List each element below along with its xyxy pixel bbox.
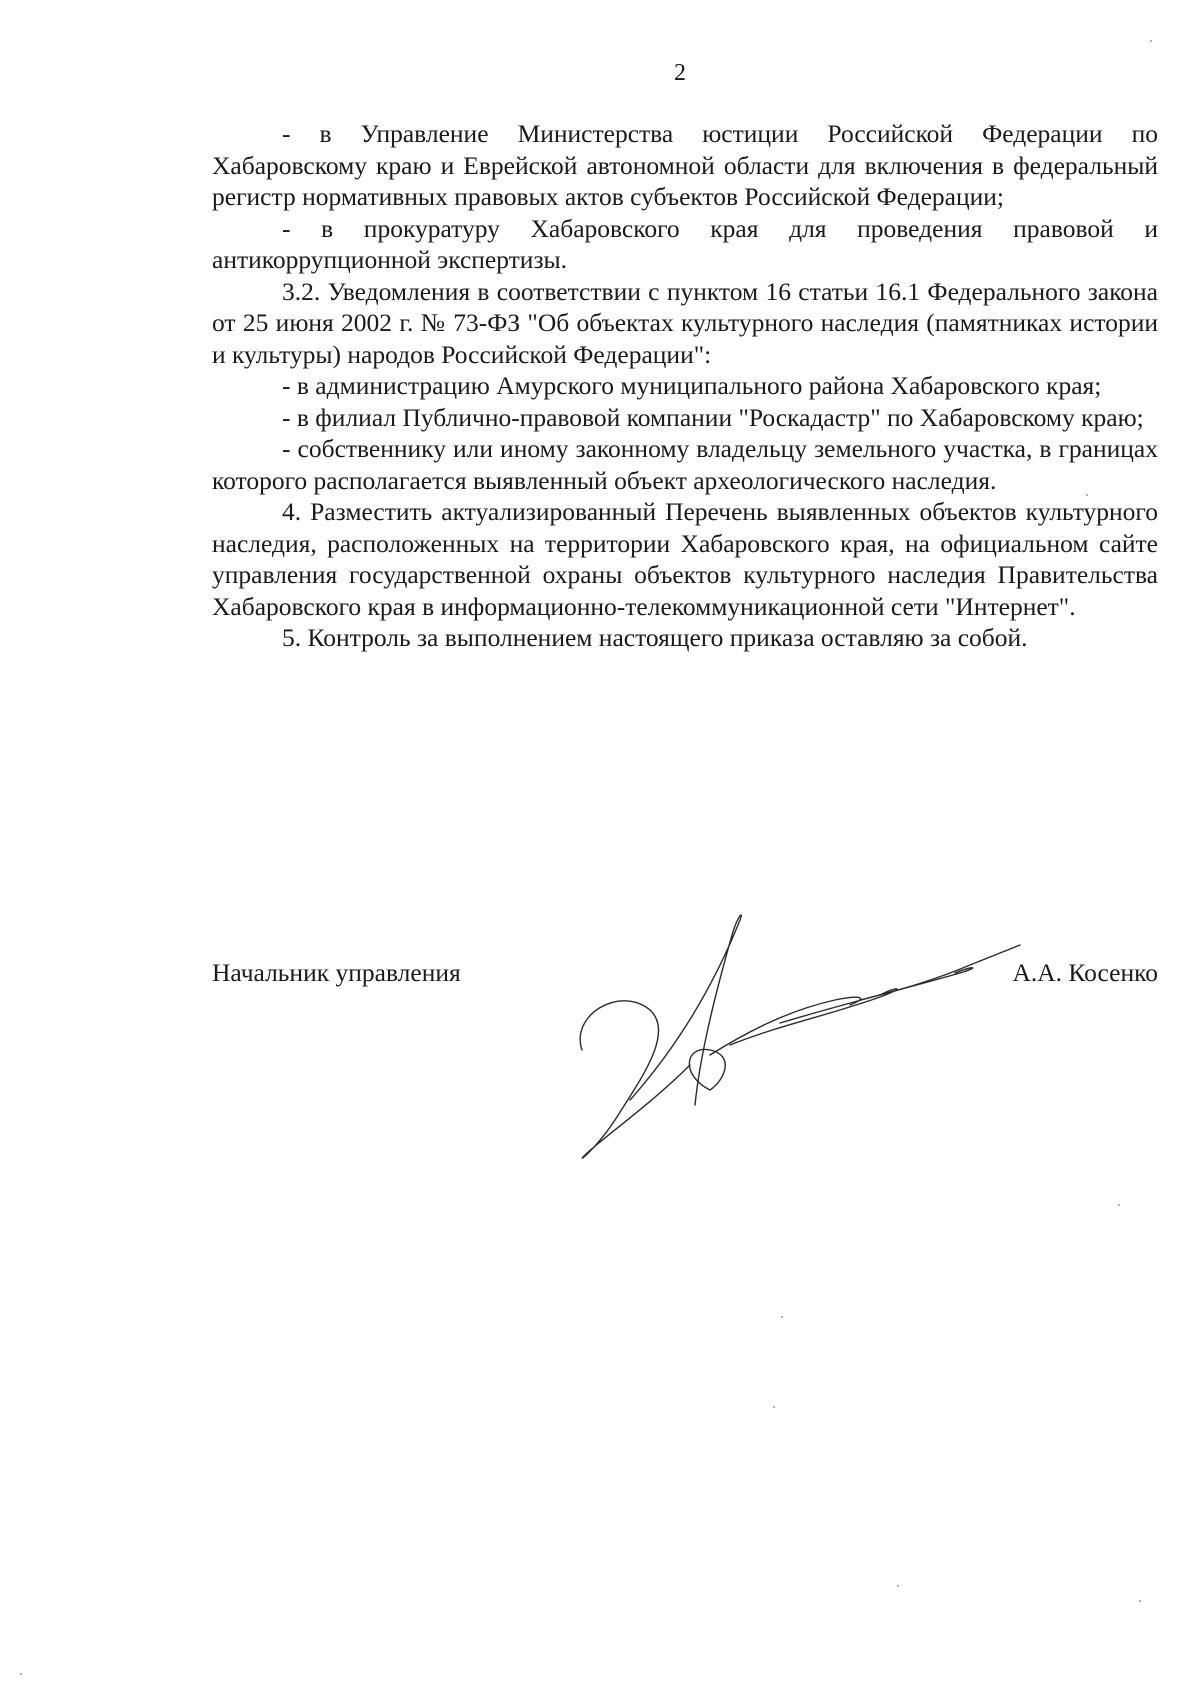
handwritten-signature [560,905,1060,1175]
paragraph-amur-district: - в администрацию Амурского муниципального района Хабаровского края; [282,371,1102,400]
page-number: 2 [674,60,686,86]
document-body [212,118,1158,654]
scan-speck [1118,1204,1120,1206]
signer-title: Начальник управления [212,958,461,987]
paragraph-land-owner: - собственнику или иному законному владельцу земельного участка, в границах которого располагается выявленный объект археологического наследия. [212,434,1158,495]
paragraph-roskadastr: - в филиал Публично-правовой компании "Роскадастр" по Хабаровскому краю; [282,402,1144,432]
scan-speck [773,1406,775,1408]
paragraph-ministry-of-justice: - в Управление Министерства юстиции Российской Федерации по Хабаровскому краю и Еврейской автономной области для включения в федеральный регистр нормативных правовых актов субъектов Российской Федерации; [212,119,1158,211]
paragraph-prosecutor: - в прокуратуру Хабаровского края для проведения правовой и антикоррупционной экспертизы. [212,213,1158,274]
paragraph-notifications: 3.2. Уведомления в соответствии с пунктом 16 статьи 16.1 Федерального закона от 25 июня 2002 г. № 73-ФЗ "Об объектах культурного наследия (памятниках истории и культуры) народов Российской Федерации": [212,276,1158,369]
scan-speck [897,1585,899,1587]
scan-speck [781,1316,783,1318]
scan-speck [1139,1600,1141,1602]
paragraph-control: 5. Контроль за выполнением настоящего приказа оставляю за собой. [282,623,1028,652]
scan-speck [1086,494,1088,496]
signer-name: А.А. Косенко [1012,958,1158,987]
scan-speck [1150,40,1152,42]
paragraph-publish-list: 4. Разместить актуализированный Перечень выявленных объектов культурного наследия, расположенных на территории Хабаровского края, на официальном сайте управления государственной охраны объектов культурного наследия Правительства Хабаровского края в информационно-телекоммуникационной сети "Интернет". [212,497,1158,621]
scan-speck [20,1673,22,1675]
